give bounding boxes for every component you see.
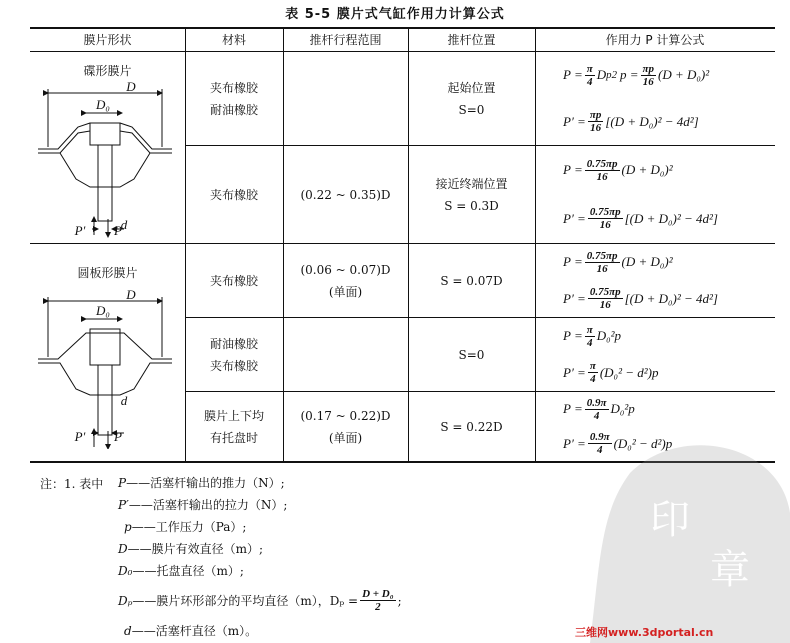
- force-p-label: P: [114, 223, 122, 238]
- force-p-prime-label: P′: [74, 223, 86, 238]
- dim-d-label: d: [120, 217, 128, 232]
- row4-position: S=0: [458, 347, 485, 362]
- row3-formula: P = $\frac{0.75\pi p}{16}$ (D + D₀)² P′ = $\frac{0.75\pi p}{16}$ [(D + D₀)² − 4d²]: [563, 249, 718, 312]
- header-stroke: 推杆行程范围: [309, 33, 382, 47]
- svg-text:印: 印: [650, 497, 690, 543]
- dim-D0-label: D₀: [96, 97, 110, 112]
- notes: [40, 474, 103, 495]
- shape-label-flat: 圆板形膜片: [77, 266, 138, 280]
- shape-label-dish: 碟形膜片: [83, 64, 132, 78]
- note-item: P——活塞杆输出的推力（N）;: [118, 476, 285, 490]
- note-item: P′——活塞杆输出的拉力（N）;: [118, 498, 288, 512]
- header-shape: 膜片形状: [83, 33, 132, 47]
- formula-pull: P′ = $\frac{\pi p}{16}$ [(D + D₀)² − 4d²]: [563, 109, 699, 135]
- row2-material: 夹布橡胶: [209, 187, 258, 202]
- svg-text:章: 章: [710, 547, 750, 593]
- row3-position: S = 0.07D: [440, 273, 503, 288]
- row5-material: 膜片上下均 有托盘时: [203, 408, 264, 445]
- note-item: p——工作压力（Pa）;: [124, 520, 247, 534]
- header-formula: 作用力 P 计算公式: [605, 33, 705, 47]
- note-item: d——活塞杆直径（m）。: [124, 624, 258, 638]
- row2-position: 接近终端位置 S = 0.3D: [435, 176, 508, 213]
- note-item: Dₚ ——膜片环形部分的平均直径（m），Dₚ = $\frac{\text{D + D₀}}{2}$ ;: [118, 588, 402, 613]
- note-item: D——膜片有效直径（m）;: [118, 542, 264, 556]
- dim-d-label-2: d: [120, 393, 128, 408]
- row4-formula: P = $\frac{\pi}{4}$ D₀²p P′ = $\frac{\pi}{4}$ (D₀² − d²)p: [563, 323, 659, 386]
- force-p-prime-label-2: P′: [74, 429, 86, 444]
- note-item: D₀——托盘直径（m）;: [118, 564, 244, 578]
- formula-table: [30, 27, 775, 463]
- dim-D-label: D: [126, 79, 136, 94]
- row5-formula: P = $\frac{0.9\pi}{4}$ D₀²p P′ = $\frac{0.9\pi}{4}$ (D₀² − d²)p: [563, 396, 673, 457]
- row1-material: 夹布橡胶 耐油橡胶: [209, 80, 258, 117]
- row3-material: 夹布橡胶: [209, 273, 258, 288]
- notes-prefix: 注：1. 表中: [40, 477, 104, 491]
- row1-formula: [535, 52, 775, 145]
- header-material: 材料: [221, 33, 246, 47]
- row2-stroke: (0.22 ~ 0.35)D: [300, 187, 391, 202]
- site-footer: 三维网www.3dportal.cn: [575, 626, 714, 639]
- row5-position: S = 0.22D: [440, 419, 503, 434]
- table-title: 表 5-5 膜片式气缸作用力计算公式: [285, 7, 505, 22]
- formula-push: P = $\frac{\pi}{4}$ D p 2 p = $\frac{\pi p}{16}$ (D + D₀)²: [563, 62, 710, 88]
- header-position: 推杆位置: [447, 33, 496, 47]
- row4-material: 耐油橡胶 夹布橡胶: [209, 336, 258, 373]
- row5-stroke: (0.17 ~ 0.22)D (单面): [300, 408, 391, 445]
- row2-formula: P = $\frac{0.75\pi p}{16}$ (D + D₀)² P′ = $\frac{0.75\pi p}{16}$ [(D + D₀)² − 4d²]: [563, 157, 718, 232]
- row3-stroke: (0.06 ~ 0.07)D (单面): [300, 262, 391, 299]
- force-p-label-2: P: [114, 429, 122, 444]
- dim-D-label-2: D: [126, 287, 136, 302]
- dim-D0-label-2: D₀: [96, 303, 110, 318]
- row1-position: 起始位置 S=0: [447, 80, 496, 117]
